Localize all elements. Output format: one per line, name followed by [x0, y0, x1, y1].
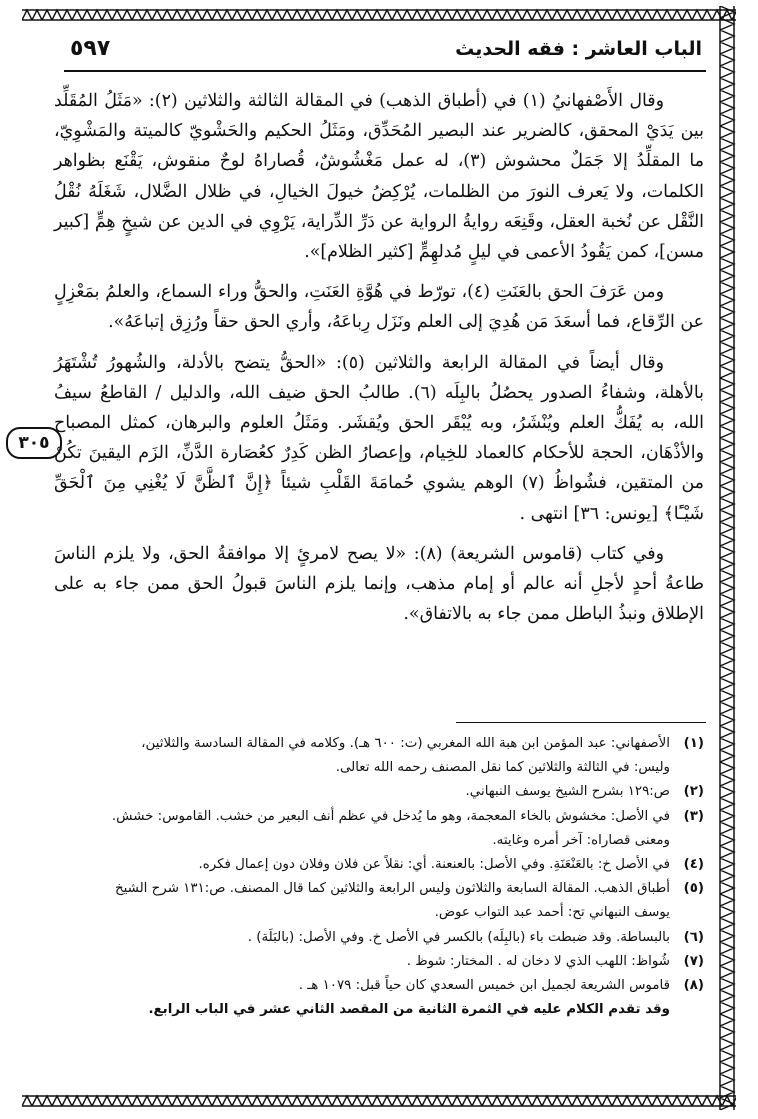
decorative-bottom-border	[22, 1092, 736, 1110]
footnote-text: في الأصل خ: بالعَنْعَنَةِ. وفي الأصل: بالعنعنة. أي: نقلاً عن فلان وفلان دون إعمال فكره.	[198, 857, 670, 873]
paragraph: وقال الأَصْفهانيُ (١) في (أطباق الذهب) في المقالة الثالثة والثلاثين (٢): «مَثَلُ المُقَلِّد بين يَدَيْ المحقق، كالضرير عند البصير المُحَدِّق، ومَثَلُ الحكيم والحَشْويّ كالميتة والمَشْوِيّ، ما المقلِّدُ إلا جَمَلٌ محشوش (٣)، له عمل مَغْشُوشٌ، قُصاراهُ لوحٌ منقوش، يَقْنَع بظواهر الكلمات، ولا يَعرف النورَ من الظلمات، يُرْكِضُ خيولَ الخيالِ، في ظلال الضَّلال، شَغَلَهُ نُقْلُ النَّقْل عن نُخبة العقل، وقَنِعَه روايةُ الرواية عن دَرِّ الدِّراية، يَرْوِي في الدين عن شيخٍ هِمٍّ [كبير مسن]، كمن يَقُودُ الأعمى في ليلٍ مُدلهِمٍّ [كثير الظلام]».	[54, 91, 704, 263]
decorative-top-border	[22, 6, 736, 24]
paragraph: ومن عَرَفَ الحق بالعَنَتِ (٤)، تورّط في هُوَّةِ العَنَتِ، والحقُّ وراء السماع، والعلمُ بمَعْزِلٍ عن الرِّقاع، فما أسعَدَ مَن هُدِيَ إلى العلم ونَزَل رِباعَهُ، وأري الحق حقاً ورُزِق إتباعَهُ».	[54, 282, 704, 333]
paragraph: وفي كتاب (قاموس الشريعة) (٨): «لا يصح لامرئٍ إلا موافقةُ الحق، ولا يلزم الناسَ طاعةُ أحدٍ لأجلِ أنه عالم أو إمام مذهب، وإنما يلزم الناسَ قبولُ الحق ممن جاء به على الإطلاق ونبذُ الباطل ممن جاء به بالاتفاق».	[54, 543, 704, 625]
margin-page-marker: ٣٠٥	[6, 427, 62, 459]
main-text	[54, 86, 704, 639]
footnote-text: ص:١٢٩ بشرح الشيخ يوسف النبهاني.	[465, 784, 670, 800]
decorative-side-border	[716, 6, 738, 1110]
footnote-continuation: يوسف النبهاني تح: أحمد عبد التواب عوض.	[434, 905, 670, 921]
footnote	[54, 974, 704, 1022]
footnote-number: (٢)	[683, 784, 704, 800]
footnote	[54, 926, 704, 950]
footnote-number: (٧)	[683, 953, 704, 969]
footnote-text: أطباق الذهب. المقالة السابعة والثلاثون وليس الرابعة والثلاثين كما قال المصنف. ص:١٣١ شرح الشيخ	[114, 881, 670, 897]
footnote-number: (١)	[683, 736, 704, 751]
footnote	[54, 780, 704, 804]
footnote-number: (٦)	[683, 929, 704, 945]
footnote	[54, 805, 704, 853]
footnote-text: الأصفهاني: عبد المؤمن ابن هبة الله المغربي (ت: ٦٠٠ هـ). وكلامه في المقالة السادسة والثلاثين،	[141, 736, 670, 751]
footnote-text: شُواظ: اللهب الذي لا دخان له . المختار: شوظ .	[406, 953, 670, 969]
footnote-number: (٨)	[683, 978, 704, 994]
paragraph: وقال أيضاً في المقالة الرابعة والثلاثين (٥): «الحقُّ يتضح بالأدلة، والشُهورُ تُشْتَهَرُ بالأهلة، وشفاءُ الصدور يحصُلُ بالبِلَه (٦). طالبُ الحق ضيف الله، والدليل / القاطعُ سيفُ الله، به يُفَكُّ العلم ويُنْشَرُ، وبه يُبْقَر الحق ويُقشَر. ومَثَلُ العلوم والبرهان، كمثل المصباح والأذْهَان، الحجة للأحكام كالعماد للخِيام، وإعصارُ الظن كَدِرٌ كعُصَارة الدَّنِّ، الزَم اليقينَ تكُنْ من المتقين، فشُواظُ (٧) الوهم يشوي حُمامَةَ القَلْبِ شيئاً ﴿إِنَّ ٱلظَّنَّ لَا يُغْنِي مِنَ ٱلْحَقِّ شَيْـًٔا﴾ [يونس: ٣٦] انتهى .	[54, 352, 704, 524]
chapter-title: الباب العاشر : فقه الحديث	[455, 38, 702, 60]
footnote	[54, 853, 704, 877]
footnote-number: (٣)	[683, 808, 704, 824]
page-number: ٥٩٧	[70, 36, 111, 61]
footnote	[54, 950, 704, 974]
footnote-continuation: وليس: في الثالثة والثلاثين كما نقل المصنف رحمه الله تعالى.	[335, 760, 670, 776]
footnote	[54, 877, 704, 925]
footnote-text: قاموس الشريعة لجميل ابن خميس السعدي كان حياً قبل: ١٠٧٩ هـ .	[298, 978, 670, 994]
footnote-number: (٥)	[683, 881, 704, 897]
footnote-number: (٤)	[683, 857, 704, 873]
footnote-text: في الأصل: مخشوش بالخاء المعجمة، وهو ما يُدخل في عظم أنف البعير من خشب. القاموس: خشش.	[111, 808, 670, 824]
footnote-continuation: وقد تقدم الكلام عليه في الثمرة الثانية من المقصد الثاني عشر في الباب الرابع.	[148, 1002, 670, 1018]
footnote-separator	[456, 722, 706, 723]
footnote	[54, 732, 704, 780]
footnote-continuation: ومعنى قصاراه: آخر أمره وغايته.	[492, 832, 670, 848]
footnote-text: بالبساطة. وقد ضبطت باء (بالبِلَه) بالكسر في الأصل خ. وفي الأصل: (بالبَلَة) .	[247, 929, 670, 945]
running-header	[64, 36, 706, 72]
footnotes	[54, 732, 704, 1022]
